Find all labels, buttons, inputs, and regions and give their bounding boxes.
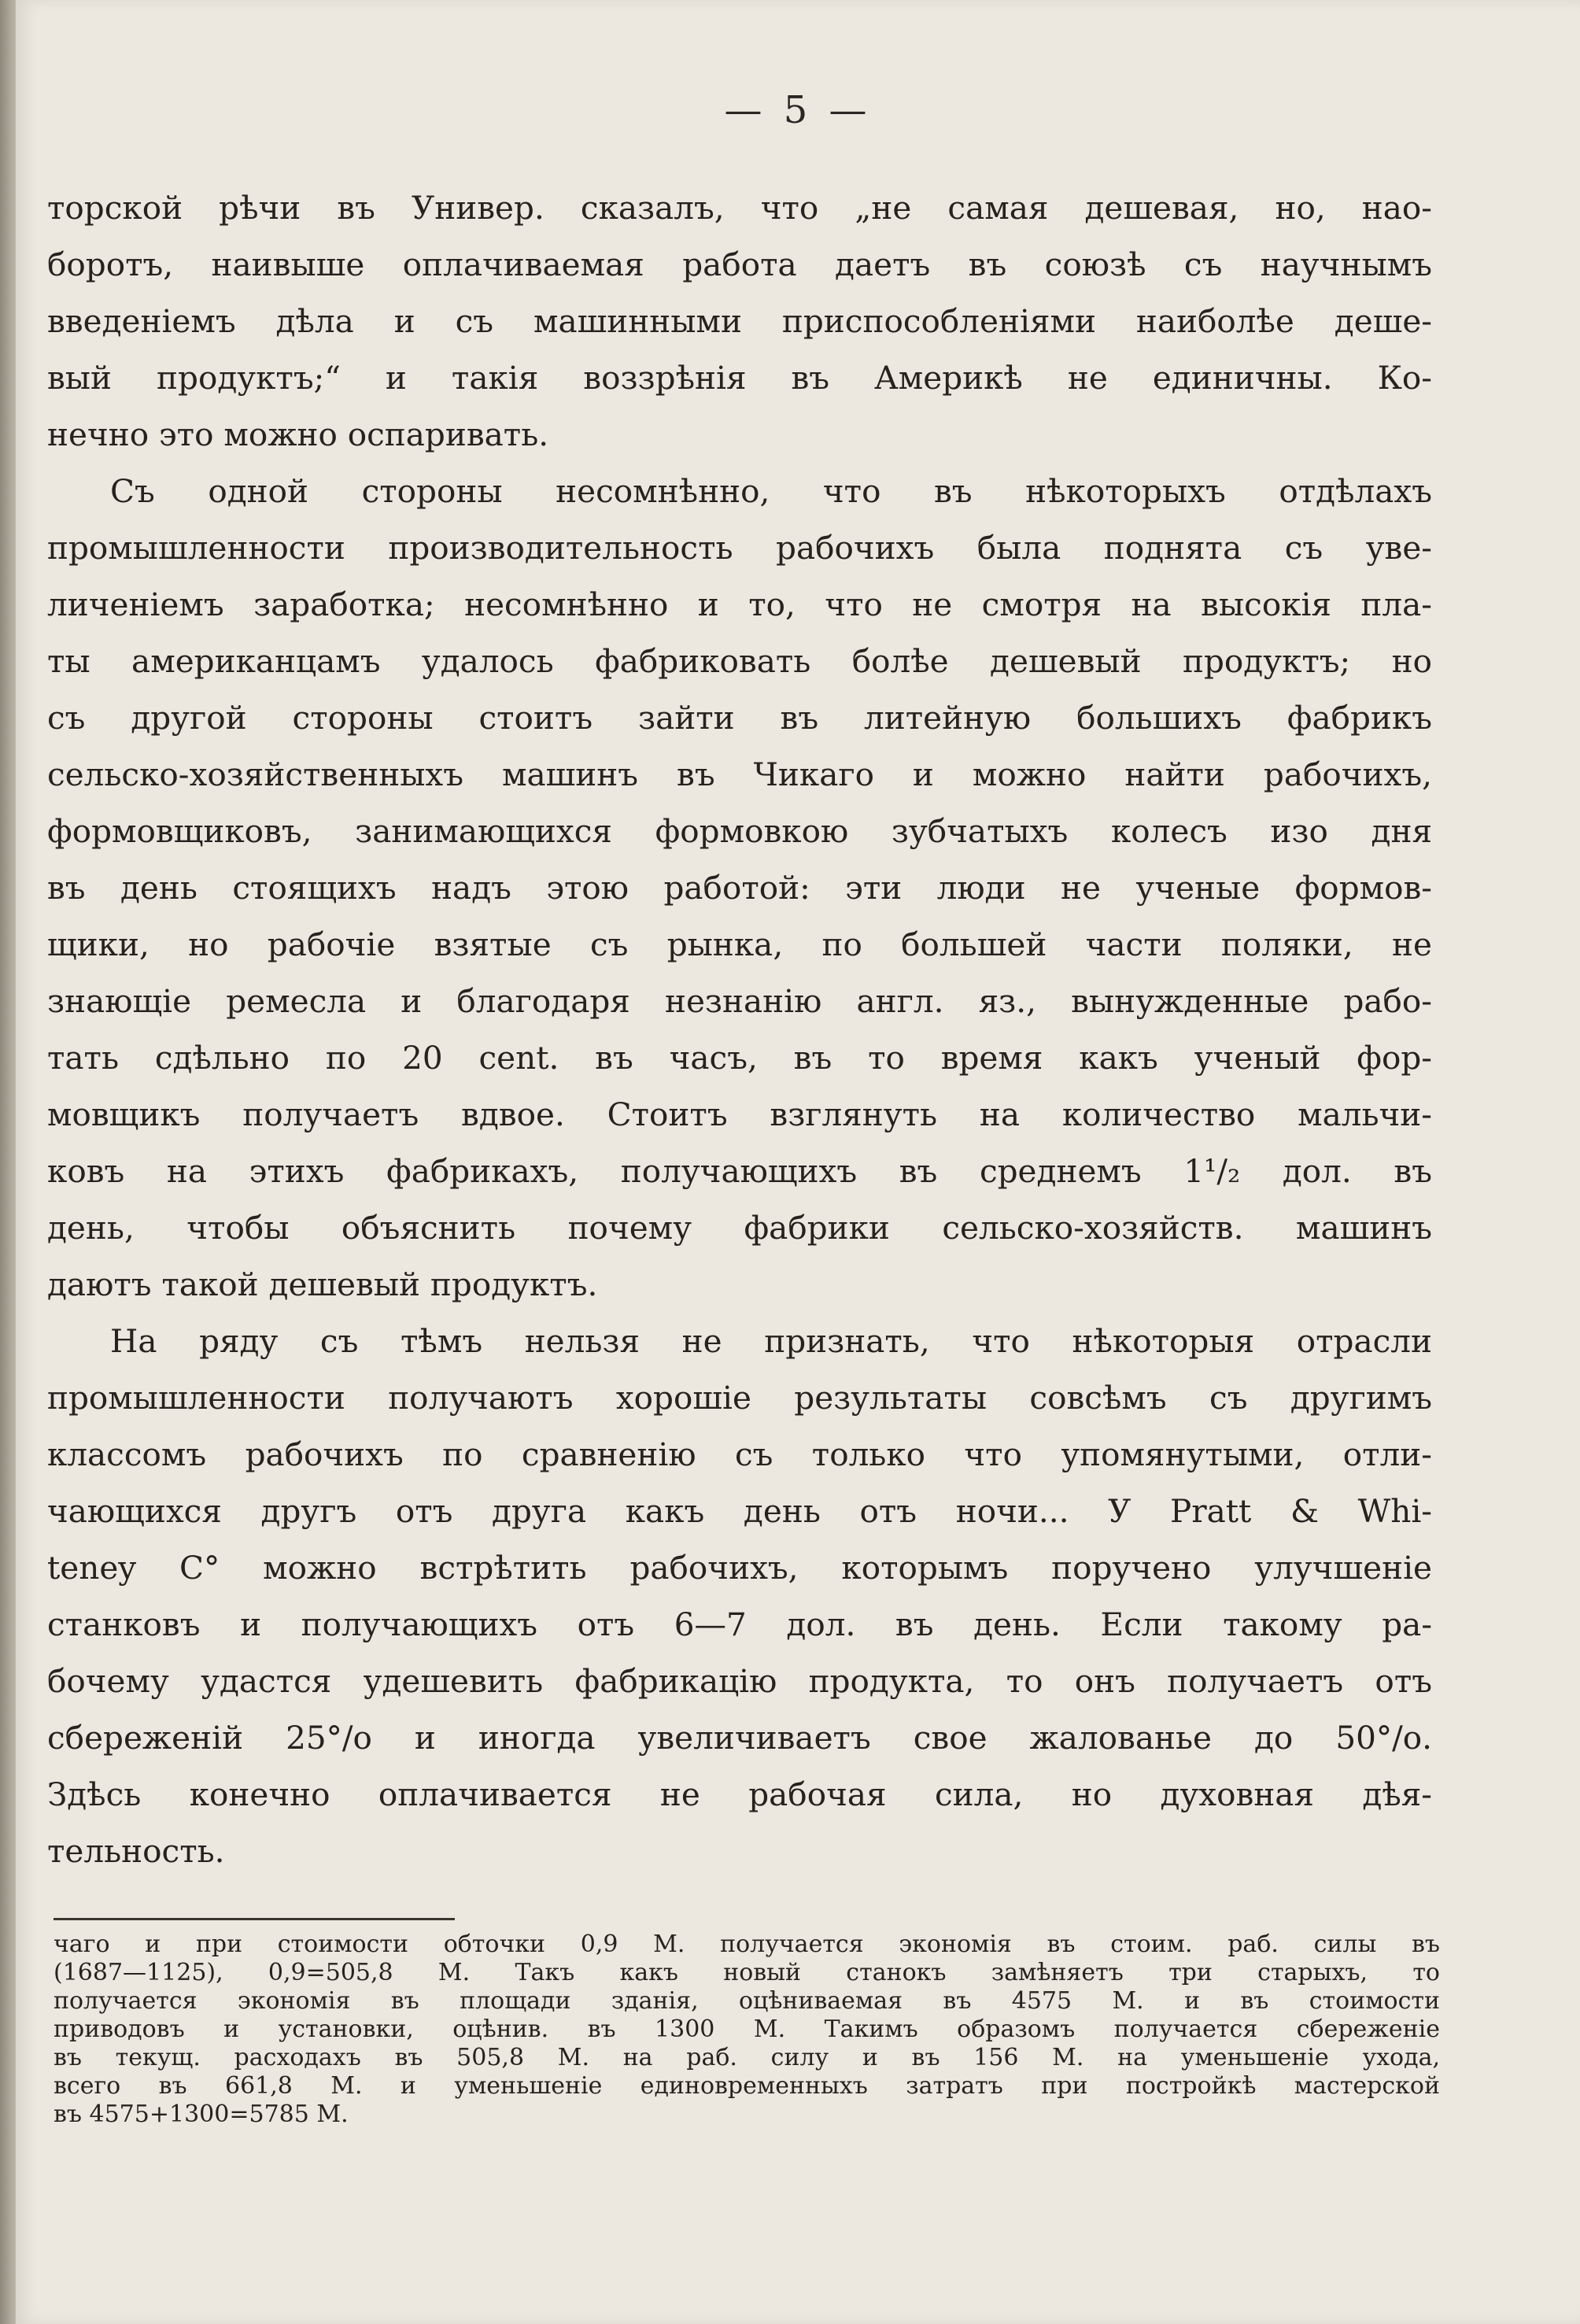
text-line: боротъ, наивыше оплачиваемая работа даетъ въ союзѣ съ научнымъ [47,246,1432,283]
footnote-line: въ текущ. расходахъ въ 505,8 М. на раб. силу и въ 156 М. на уменьшеніе ухода, [54,2044,1440,2071]
paragraph-3 [47,1313,1432,1879]
text-line: сбереженій 25°/о и иногда увеличиваетъ свое жалованье до 50°/о. [47,1719,1432,1757]
footnote-line: всего въ 661,8 М. и уменьшеніе единовременныхъ затратъ при постройкѣ мастерской [54,2072,1440,2100]
text-line: станковъ и получающихъ отъ 6—7 дол. въ день. Если такому ра- [47,1605,1432,1643]
text-line: мовщикъ получаетъ вдвое. Стоитъ взглянуть на количество мальчи- [47,1095,1432,1133]
text-line: даютъ такой дешевый продуктъ. [47,1265,598,1303]
paragraph-1 [47,179,1432,463]
footnote-divider [54,1918,455,1920]
paragraph-2 [47,463,1432,1313]
footnote-line: чаго и при стоимости обточки 0,9 М. получается экономія въ стоим. раб. силы въ [54,1931,1440,1958]
text-line: классомъ рабочихъ по сравненію съ только что упомянутыми, отли- [47,1435,1432,1473]
text-line: ты американцамъ удалось фабриковать болѣе дешевый продуктъ; но [47,642,1432,680]
footnote-line: получается экономія въ площади зданія, оцѣниваемая въ 4575 М. и въ стоимости [54,1987,1440,2015]
book-page [16,0,1580,2324]
text-line: тельность. [47,1832,225,1870]
text-line: сельско-хозяйственныхъ машинъ въ Чикаго и можно найти рабочихъ, [47,756,1432,793]
text-line: teney C° можно встрѣтить рабочихъ, которымъ поручено улучшеніе [47,1549,1432,1587]
text-line: знающіе ремесла и благодаря незнанію англ. яз., вынужденные рабо- [47,982,1432,1020]
text-line: щики, но рабочіе взятые съ рынка, по большей части поляки, не [47,926,1432,963]
text-line: Съ одной стороны несомнѣнно, что въ нѣкоторыхъ отдѣлахъ [110,472,1432,510]
footnote-line: (1687—1125), 0,9=505,8 М. Такъ какъ новый станокъ замѣняетъ три старыхъ, то [54,1959,1440,1986]
footnote-line: приводовъ и установки, оцѣнив. въ 1300 М. Такимъ образомъ получается сбереженіе [54,2015,1440,2043]
footnote [54,1931,1440,2129]
text-line: Здѣсь конечно оплачивается не рабочая сила, но духовная дѣя- [47,1775,1432,1813]
text-line: нечно это можно оспаривать. [47,416,549,453]
text-line: въ день стоящихъ надъ этою работой: эти люди не ученые формов- [47,869,1432,907]
text-line: торской рѣчи въ Универ. сказалъ, что „не самая дешевая, но, нао- [47,189,1432,227]
text-line: тать сдѣльно по 20 cent. въ часъ, въ то время какъ ученый фор- [47,1039,1432,1077]
book-gutter [0,0,16,2324]
text-line: введеніемъ дѣла и съ машинными приспособленіями наиболѣе деше- [47,302,1432,340]
text-line: промышленности получаютъ хорошіе результаты совсѣмъ съ другимъ [47,1379,1432,1417]
text-line: бочему удастся удешевить фабрикацію продукта, то онъ получаетъ отъ [47,1662,1432,1700]
text-line: ковъ на этихъ фабрикахъ, получающихъ въ среднемъ 1¹/₂ дол. въ [47,1152,1432,1190]
body-text [47,179,1432,1879]
text-line: день, чтобы объяснить почему фабрики сельско-хозяйств. машинъ [47,1209,1432,1247]
text-line: чающихся другъ отъ друга какъ день отъ ночи... У Pratt & Whi- [47,1492,1432,1530]
text-line: личеніемъ заработка; несомнѣнно и то, что не смотря на высокія пла- [47,586,1432,623]
footnote-line: въ 4575+1300=5785 М. [54,2100,349,2128]
text-line: На ряду съ тѣмъ нельзя не признать, что нѣкоторыя отрасли [110,1322,1432,1360]
text-line: вый продуктъ;“ и такія воззрѣнія въ Америкѣ не единичны. Ко- [47,359,1432,397]
text-line: формовщиковъ, занимающихся формовкою зубчатыхъ колесъ изо дня [47,812,1432,850]
text-line: съ другой стороны стоитъ зайти въ литейную большихъ фабрикъ [47,699,1432,737]
page-number: — 5 — [724,88,872,132]
text-line: промышленности производительность рабочихъ была поднята съ уве- [47,529,1432,567]
